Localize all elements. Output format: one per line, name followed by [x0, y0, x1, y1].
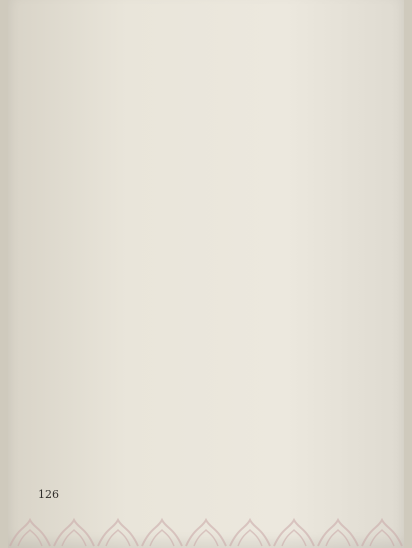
footer-ornament-icon: [8, 516, 404, 548]
footer-ornament-graphic: [8, 516, 404, 548]
page-number: 126: [38, 488, 59, 501]
book-page: [8, 0, 404, 548]
body-text: [30, 12, 386, 22]
